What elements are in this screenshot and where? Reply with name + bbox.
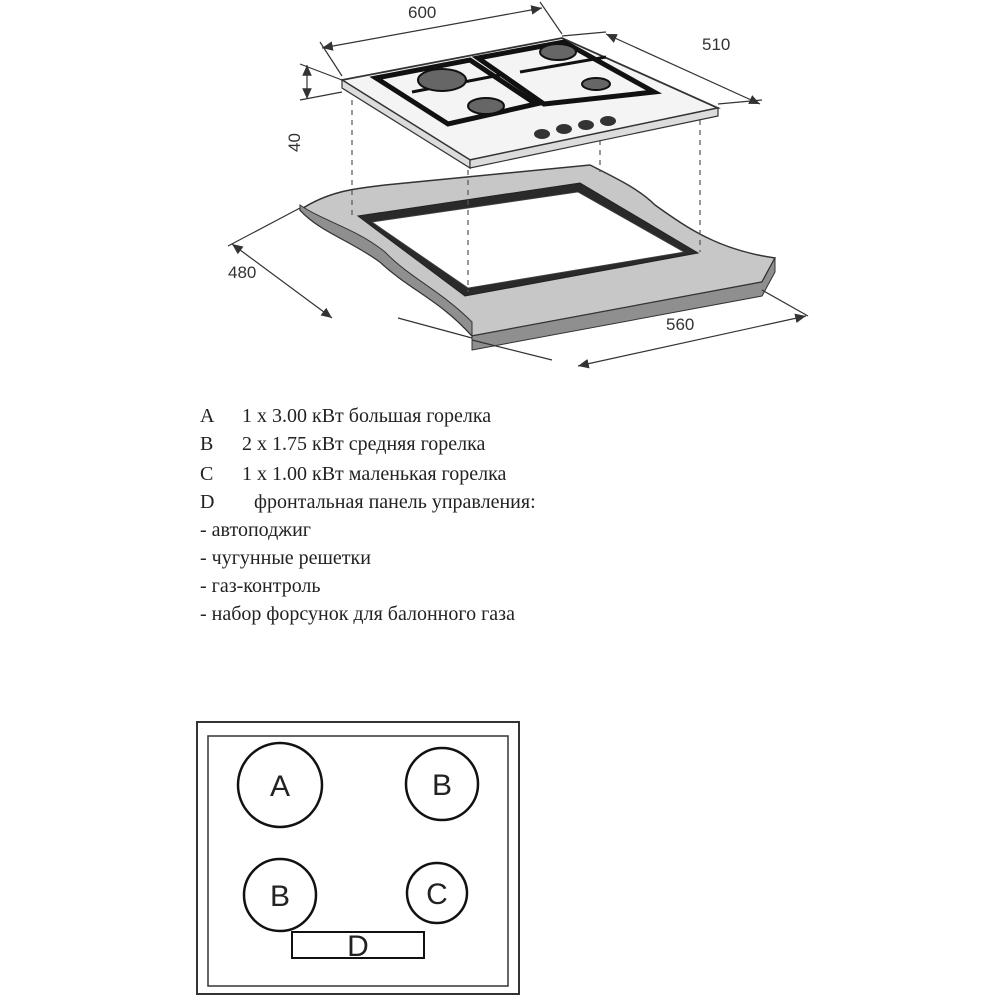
burner-label-c: C	[426, 878, 448, 911]
dimension-480: 480	[228, 263, 257, 282]
burner-label-b-top: B	[431, 769, 453, 802]
dimension-600: 600	[408, 3, 437, 22]
control-panel-label-d: D	[347, 930, 369, 963]
legend-text: 1 x 1.00 кВт маленькая горелка	[242, 463, 507, 485]
legend-key: C	[200, 463, 214, 485]
dimension-40: 40	[285, 133, 304, 152]
feature-item: - чугунные решетки	[200, 547, 371, 569]
feature-item: - газ-контроль	[200, 575, 321, 597]
feature-item: - автоподжиг	[200, 519, 311, 541]
legend-text: фронтальная панель управления:	[254, 491, 536, 513]
dimension-510: 510	[702, 35, 731, 54]
legend-key: B	[200, 433, 214, 455]
burner-label-a: A	[269, 770, 291, 803]
feature-item: - набор форсунок для балонного газа	[200, 603, 515, 625]
legend-key: A	[200, 405, 215, 427]
legend-key: D	[200, 491, 215, 513]
legend-text: 2 x 1.75 кВт средняя горелка	[242, 433, 486, 455]
burner-label-b-bottom: B	[269, 880, 291, 913]
dimension-560: 560	[666, 315, 695, 334]
legend-text: 1 x 3.00 кВт большая горелка	[242, 405, 492, 427]
